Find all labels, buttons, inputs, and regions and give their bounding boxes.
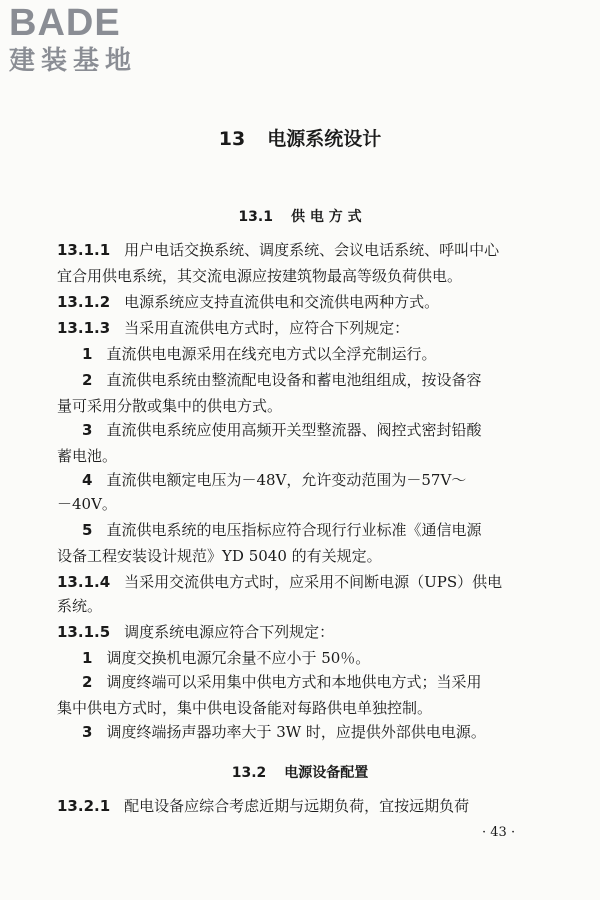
clause-text: 用户电话交换系统、调度系统、会议电话系统、呼叫中心	[124, 241, 500, 259]
clause-number: 13.2.1	[57, 797, 111, 815]
clause-13-1-4-cont: 系统。	[57, 597, 103, 615]
item-2-cont: 量可采用分散或集中的供电方式。	[57, 397, 283, 415]
item-text: 直流供电系统应使用高频开关型整流器、阀控式密封铅酸	[106, 421, 482, 439]
section-number: 13.1	[238, 209, 273, 225]
item-text: 直流供电系统由整流配电设备和蓄电池组组成，按设备容	[106, 371, 482, 389]
chapter-title-text: 电源系统设计	[267, 128, 382, 150]
item-3	[82, 420, 582, 440]
section-13-1-title	[0, 206, 600, 226]
item-2	[82, 370, 582, 390]
item-number: 4	[82, 471, 93, 489]
section-title-text: 供 电 方 式	[290, 209, 362, 225]
item-4-cont: －40V。	[57, 495, 117, 513]
page-number: · 43 ·	[482, 825, 516, 840]
clause-text: 电源系统应支持直流供电和交流供电两种方式。	[124, 293, 440, 311]
clause-13-2-1	[57, 796, 557, 816]
item-1	[82, 344, 582, 364]
item-1	[82, 648, 582, 668]
clause-13-1-3	[57, 318, 557, 338]
item-number: 1	[82, 345, 93, 363]
item-text: 直流供电额定电压为－48V，允许变动范围为－57V～	[106, 471, 467, 489]
item-number: 3	[82, 421, 93, 439]
clause-13-1-4	[57, 572, 557, 592]
clause-number: 13.1.2	[57, 293, 111, 311]
item-text: 调度终端扬声器功率大于 3W 时，应提供外部供电电源。	[106, 723, 486, 741]
item-2-cont: 集中供电方式时，集中供电设备能对每路供电单独控制。	[57, 699, 433, 717]
logo-subtitle: 建装基地	[9, 46, 138, 76]
section-title-text: 电源设备配置	[284, 765, 369, 781]
item-2	[82, 672, 582, 692]
item-number: 3	[82, 723, 93, 741]
item-number: 2	[82, 673, 93, 691]
item-number: 1	[82, 649, 93, 667]
item-text: 直流供电电源采用在线充电方式以全浮充制运行。	[106, 345, 437, 363]
item-text: 调度终端可以采用集中供电方式和本地供电方式；当采用	[106, 673, 482, 691]
item-text: 调度交换机电源冗余量不应小于 50％。	[106, 649, 371, 667]
clause-13-1-1	[57, 240, 557, 260]
item-4	[82, 470, 582, 490]
clause-13-1-1-cont: 宜合用供电系统，其交流电源应按建筑物最高等级负荷供电。	[57, 267, 463, 285]
clause-number: 13.1.1	[57, 241, 111, 259]
clause-text: 当采用交流供电方式时，应采用不间断电源（UPS）供电	[124, 573, 503, 591]
clause-13-1-5	[57, 622, 557, 642]
item-5-cont: 设备工程安装设计规范》YD 5040 的有关规定。	[57, 547, 382, 565]
bade-logo	[9, 4, 179, 84]
clause-number: 13.1.5	[57, 623, 111, 641]
chapter-number: 13	[218, 128, 246, 150]
clause-number: 13.1.3	[57, 319, 111, 337]
section-number: 13.2	[231, 765, 267, 781]
item-number: 5	[82, 521, 93, 539]
chapter-title	[0, 124, 600, 151]
clause-number: 13.1.4	[57, 573, 111, 591]
item-number: 2	[82, 371, 93, 389]
item-3	[82, 722, 582, 742]
item-3-cont: 蓄电池。	[57, 447, 118, 465]
clause-text: 当采用直流供电方式时，应符合下列规定：	[124, 319, 410, 337]
logo-brand: BADE	[9, 2, 121, 44]
item-text: 直流供电系统的电压指标应符合现行行业标准《通信电源	[106, 521, 482, 539]
item-5	[82, 520, 582, 540]
clause-text: 调度系统电源应符合下列规定：	[124, 623, 335, 641]
clause-text: 配电设备应综合考虑近期与远期负荷，宜按远期负荷	[124, 797, 470, 815]
section-13-2-title	[0, 762, 600, 782]
clause-13-1-2	[57, 292, 557, 312]
